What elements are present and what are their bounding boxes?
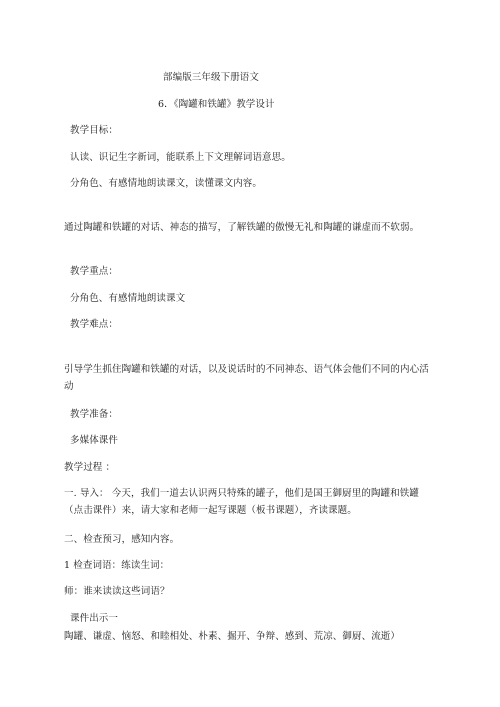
goals-heading: 教学目标： — [70, 125, 119, 136]
lesson-title: 6．《陶罐和铁罐》教学设计 — [158, 99, 275, 110]
prep-text: 多媒体课件 — [70, 435, 119, 446]
goal-item-2: 分角色、有感情地朗读课文，读懂课文内容。 — [70, 178, 263, 189]
teacher-line: 师：谁来读读这些词语？ — [64, 586, 170, 597]
step-1-intro: 一. 导入： 今天，我们一道去认识两只特殊的罐子，他们是国王御厨里的陶罐和铁罐（点击课件）来，请大家和老师一起写课题（板书课题），齐读课题。 — [64, 488, 419, 516]
step-2-1: 1 检查词语：练读生词： — [64, 560, 170, 571]
key-point: 分角色、有感情地朗读课文 — [70, 293, 186, 304]
process-heading: 教学过程 ： — [64, 462, 116, 473]
goal-item-3: 通过陶罐和铁罐的对话、神态的描写，了解铁罐的傲慢无礼和陶罐的谦虚而不软弱。 — [64, 222, 420, 233]
step-2-heading: 二、检查预习，感知内容。 — [64, 534, 180, 545]
prep-heading: 教学准备： — [70, 409, 119, 420]
difficulty-text: 引导学生抓住陶罐和铁罐的对话，以及说话时的不同神态、语气体会他们不同的内心活动 — [64, 364, 429, 392]
slide-label: 课件出示一 — [70, 613, 119, 624]
difficulty-heading: 教学难点： — [70, 319, 119, 330]
goal-item-1: 认读、识记生字新词，能联系上下文理解词语意思。 — [70, 152, 291, 163]
key-heading: 教学重点： — [70, 266, 119, 277]
word-list: 陶罐、谦虚、恼怒、和睦相处、朴素、掘开、争辩、感到、荒凉、御厨、流逝） — [64, 631, 401, 642]
document-header: 部编版三年级下册语文 — [163, 72, 260, 83]
